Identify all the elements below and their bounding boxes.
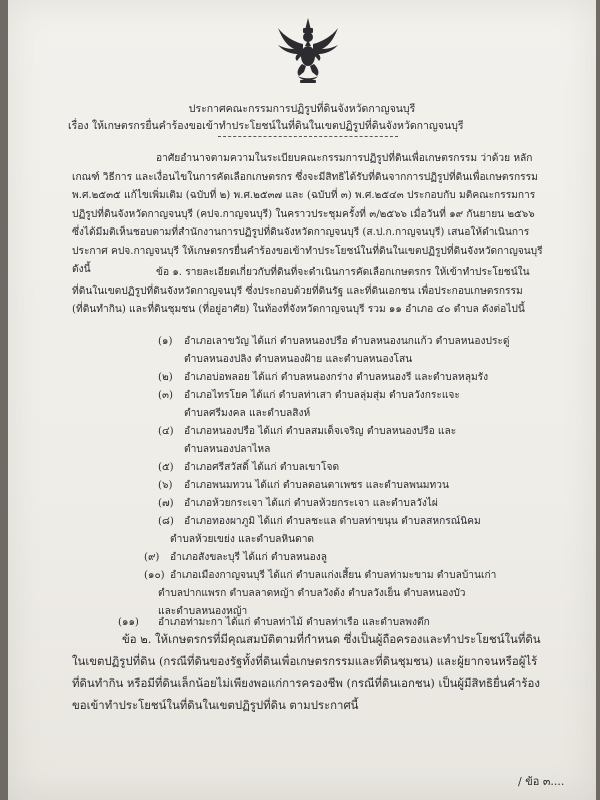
district-text: อำเภอท่ามะกา ได้แก่ ตำบลท่าไม้ ตำบลท่าเรือ และตำบลพงตึก xyxy=(158,617,430,628)
district-text: อำเภอสังขละบุรี ได้แก่ ตำบลหนองลู xyxy=(170,552,327,563)
clause-1-intro: ข้อ ๑. รายละเอียดเกี่ยวกับที่ดินที่จะดำเนินการคัดเลือกเกษตรกร ให้เข้าทำประโยชน์ในที่ดินในเขตปฏิรูปที่ดินจังหวัดกาญจนบุรี ซึ่งประกอบด้วยที่ดินรัฐ และที่ดินเอกชน เพื่อประกอบเกษตรกรรม (ที่ดินทำกิน) และที่ดินชุมชน (ที่อยู่อาศัย) ในท้องที่จังหวัดกาญจนบุรี รวม ๑๑ อำเภอ ๔๐ ตำบล ดังต่อไปนี้ xyxy=(72,267,530,315)
district-text-continued: ตำบลหนองปลิง ตำบลหนองฝ้าย และตำบลหนองโสน xyxy=(184,354,413,365)
district-number: (๑๑) xyxy=(118,617,139,628)
district-number: (๘) xyxy=(158,516,174,527)
district-text-continued: ตำบลปากแพรก ตำบลลาดหญ้า ตำบลวังด้ง ตำบลวังเย็น ตำบลหนองบัว xyxy=(158,588,466,599)
district-number: (๑๐) xyxy=(144,570,165,581)
district-number: (๔) xyxy=(158,426,174,437)
district-text: อำเภอบ่อพลอย ได้แก่ ตำบลหนองกร่าง ตำบลหนองรี และตำบลหลุมรัง xyxy=(184,372,489,383)
district-text: อำเภอเมืองกาญจนบุรี ได้แก่ ตำบลแก่งเสี้ยน ตำบลท่ามะขาม ตำบลบ้านเก่า xyxy=(170,570,497,581)
district-text: อำเภอพนมทวน ได้แก่ ตำบลดอนตาเพชร และตำบลพนมทวน xyxy=(184,480,449,491)
document-subject: เรื่อง ให้เกษตรกรยื่นคำร้องขอเข้าทำประโยชน์ในที่ดินในเขตปฏิรูปที่ดินจังหวัดกาญจนบุรี xyxy=(68,120,464,132)
garuda-emblem-icon xyxy=(276,18,340,84)
district-number: (๒) xyxy=(158,372,173,383)
district-number: (๖) xyxy=(158,480,173,491)
district-text: อำเภอเลาขวัญ ได้แก่ ตำบลหนองปรือ ตำบลหนองนกแก้ว ตำบลหนองประดู่ xyxy=(184,336,510,347)
title-divider xyxy=(218,136,398,137)
district-text-continued: ตำบลศรีมงคล และตำบลสิงห์ xyxy=(184,408,311,419)
district-number: (๗) xyxy=(158,498,174,509)
district-text-continued: ตำบลห้วยเขย่ง และตำบลหินดาด xyxy=(170,534,315,545)
document-title: ประกาศคณะกรรมการปฏิรูปที่ดินจังหวัดกาญจนบุรี xyxy=(188,103,416,115)
document-page xyxy=(8,0,596,800)
district-text: อำเภอศรีสวัสดิ์ ได้แก่ ตำบลเขาโจด xyxy=(184,462,340,473)
district-text: อำเภอห้วยกระเจา ได้แก่ ตำบลห้วยกระเจา และตำบลวังไผ่ xyxy=(184,498,438,509)
district-text: อำเภอหนองปรือ ได้แก่ ตำบลสมเด็จเจริญ ตำบลหนองปรือ และ xyxy=(184,426,457,437)
district-text-continued: และตำบลหนองหญ้า xyxy=(158,606,248,617)
page-continuation: / ข้อ ๓.... xyxy=(518,775,565,788)
intro-paragraph: อาศัยอำนาจตามความในระเบียบคณะกรรมการปฏิรูปที่ดินเพื่อเกษตรกรรม ว่าด้วย หลักเกณฑ์ วิธีการ และเงื่อนไขในการคัดเลือกเกษตรกร ซึ่งจะมีสิทธิได้รับที่ดินจากการปฏิรูปที่ดินเพื่อเกษตรกรรม พ.ศ.๒๕๓๕ แก้ไขเพิ่มเติม (ฉบับที่ ๒) พ.ศ.๒๕๓๗ และ (ฉบับที่ ๓) พ.ศ.๒๕๔๓ ประกอบกับ มติคณะกรรมการปฏิรูปที่ดินจังหวัดกาญจนบุรี (คปจ.กาญจนบุรี) ในคราวประชุมครั้งที่ ๓/๒๕๖๖ เมื่อวันที่ ๑๙ กันยายน ๒๕๖๖ ซึ่งได้มีมติเห็นชอบตามที่สำนักงานการปฏิรูปที่ดินจังหวัดกาญจนบุรี (ส.ป.ก.กาญจนบุรี) เสนอให้ดำเนินการประกาศ คปจ.กาญจนบุรี ให้เกษตรกรยื่นคำร้องขอเข้าทำประโยชน์ในที่ดินในเขตปฏิรูปที่ดินจังหวัดกาญจนบุรี ดังนี้ xyxy=(72,153,543,275)
district-number: (๕) xyxy=(158,462,174,473)
district-number: (๑) xyxy=(158,336,173,347)
district-text-continued: ตำบลหนองปลาไหล xyxy=(184,444,271,455)
district-number: (๙) xyxy=(144,552,160,563)
district-number: (๓) xyxy=(158,390,173,401)
district-text: อำเภอไทรโยค ได้แก่ ตำบลท่าเสา ตำบลลุ่มสุ่ม ตำบลวังกระแจะ xyxy=(184,390,460,401)
clause-2-paragraph: ข้อ ๒. ให้เกษตรกรที่มีคุณสมบัติตามที่กำหนด ซึ่งเป็นผู้ถือครองและทำประโยชน์ในที่ดิน ในเขตปฏิรูปที่ดิน (กรณีที่ดินของรัฐทั้งที่ดินเพื่อเกษตรกรรมและที่ดินชุมชน) และผู้ยากจนหรือผู้ไร้ที่ดินทำกิน หรือมีที่ดินเล็กน้อยไม่เพียงพอแก่การครองชีพ (กรณีที่ดินเอกชน) เป็นผู้มีสิทธิยื่นคำร้องขอเข้าทำประโยชน์ในที่ดินในเขตปฏิรูปที่ดิน ตามประกาศนี้ xyxy=(72,632,541,712)
district-text: อำเภอทองผาภูมิ ได้แก่ ตำบลชะแล ตำบลท่าขนุน ตำบลสหกรณ์นิคม xyxy=(184,516,481,527)
